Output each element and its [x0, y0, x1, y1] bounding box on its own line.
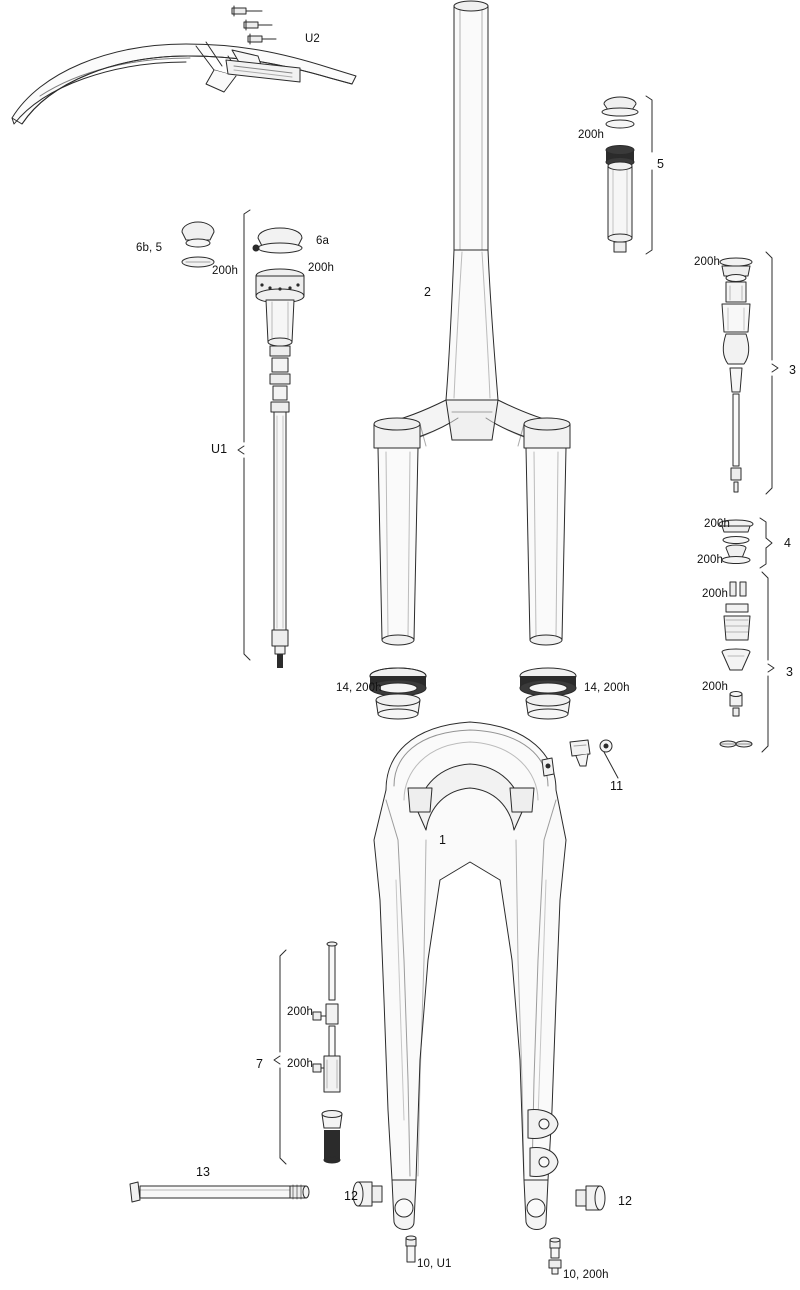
label-12-right: 12: [618, 1194, 633, 1208]
fender-assembly: [12, 6, 356, 124]
lower-leg-assembly: [374, 722, 566, 1230]
label-14-left: 14, 200h: [336, 682, 382, 694]
label-u1: U1: [211, 442, 228, 456]
thru-axle-13: [130, 1182, 309, 1202]
label-4-200h-top: 200h: [704, 518, 730, 530]
damper-assembly-3-bottom: [720, 572, 774, 752]
label-3bot-200h-a: 200h: [702, 588, 728, 600]
label-6b-5: 6b, 5: [136, 242, 163, 254]
crown-steerer-assembly: [374, 1, 570, 645]
label-2: 2: [424, 285, 432, 299]
label-1: 1: [439, 833, 447, 847]
label-3-top: 3: [789, 363, 797, 377]
label-6a: 6a: [316, 235, 329, 247]
label-11: 11: [610, 779, 624, 793]
label-6b-200h: 200h: [212, 265, 238, 277]
label-10-200h: 10, 200h: [563, 1269, 609, 1281]
rebound-assembly-7: [274, 942, 342, 1164]
label-5-200h: 200h: [578, 129, 604, 141]
label-6a-200h: 200h: [308, 262, 334, 274]
damper-assembly-3-top: [720, 252, 778, 494]
label-7-200h-a: 200h: [287, 1006, 313, 1018]
cable-guide-11: [570, 740, 618, 778]
left-cartridge-assembly: [182, 210, 304, 668]
label-u2: U2: [305, 33, 320, 45]
label-7-200h-b: 200h: [287, 1058, 313, 1070]
label-4: 4: [784, 536, 792, 550]
label-13: 13: [196, 1165, 211, 1179]
label-4-200h-bot: 200h: [697, 554, 723, 566]
label-5: 5: [657, 157, 665, 171]
dust-seals-14: [370, 668, 576, 719]
axle-caps-12: [353, 1182, 605, 1210]
spring-assembly-5: [602, 96, 652, 254]
label-14-right: 14, 200h: [584, 682, 630, 694]
label-10-u1: 10, U1: [417, 1258, 452, 1270]
label-7: 7: [256, 1057, 264, 1071]
label-3bot-200h-b: 200h: [702, 681, 728, 693]
label-12-left: 12: [344, 1189, 359, 1203]
label-3-bottom: 3: [786, 665, 794, 679]
label-3top-200h: 200h: [694, 256, 720, 268]
